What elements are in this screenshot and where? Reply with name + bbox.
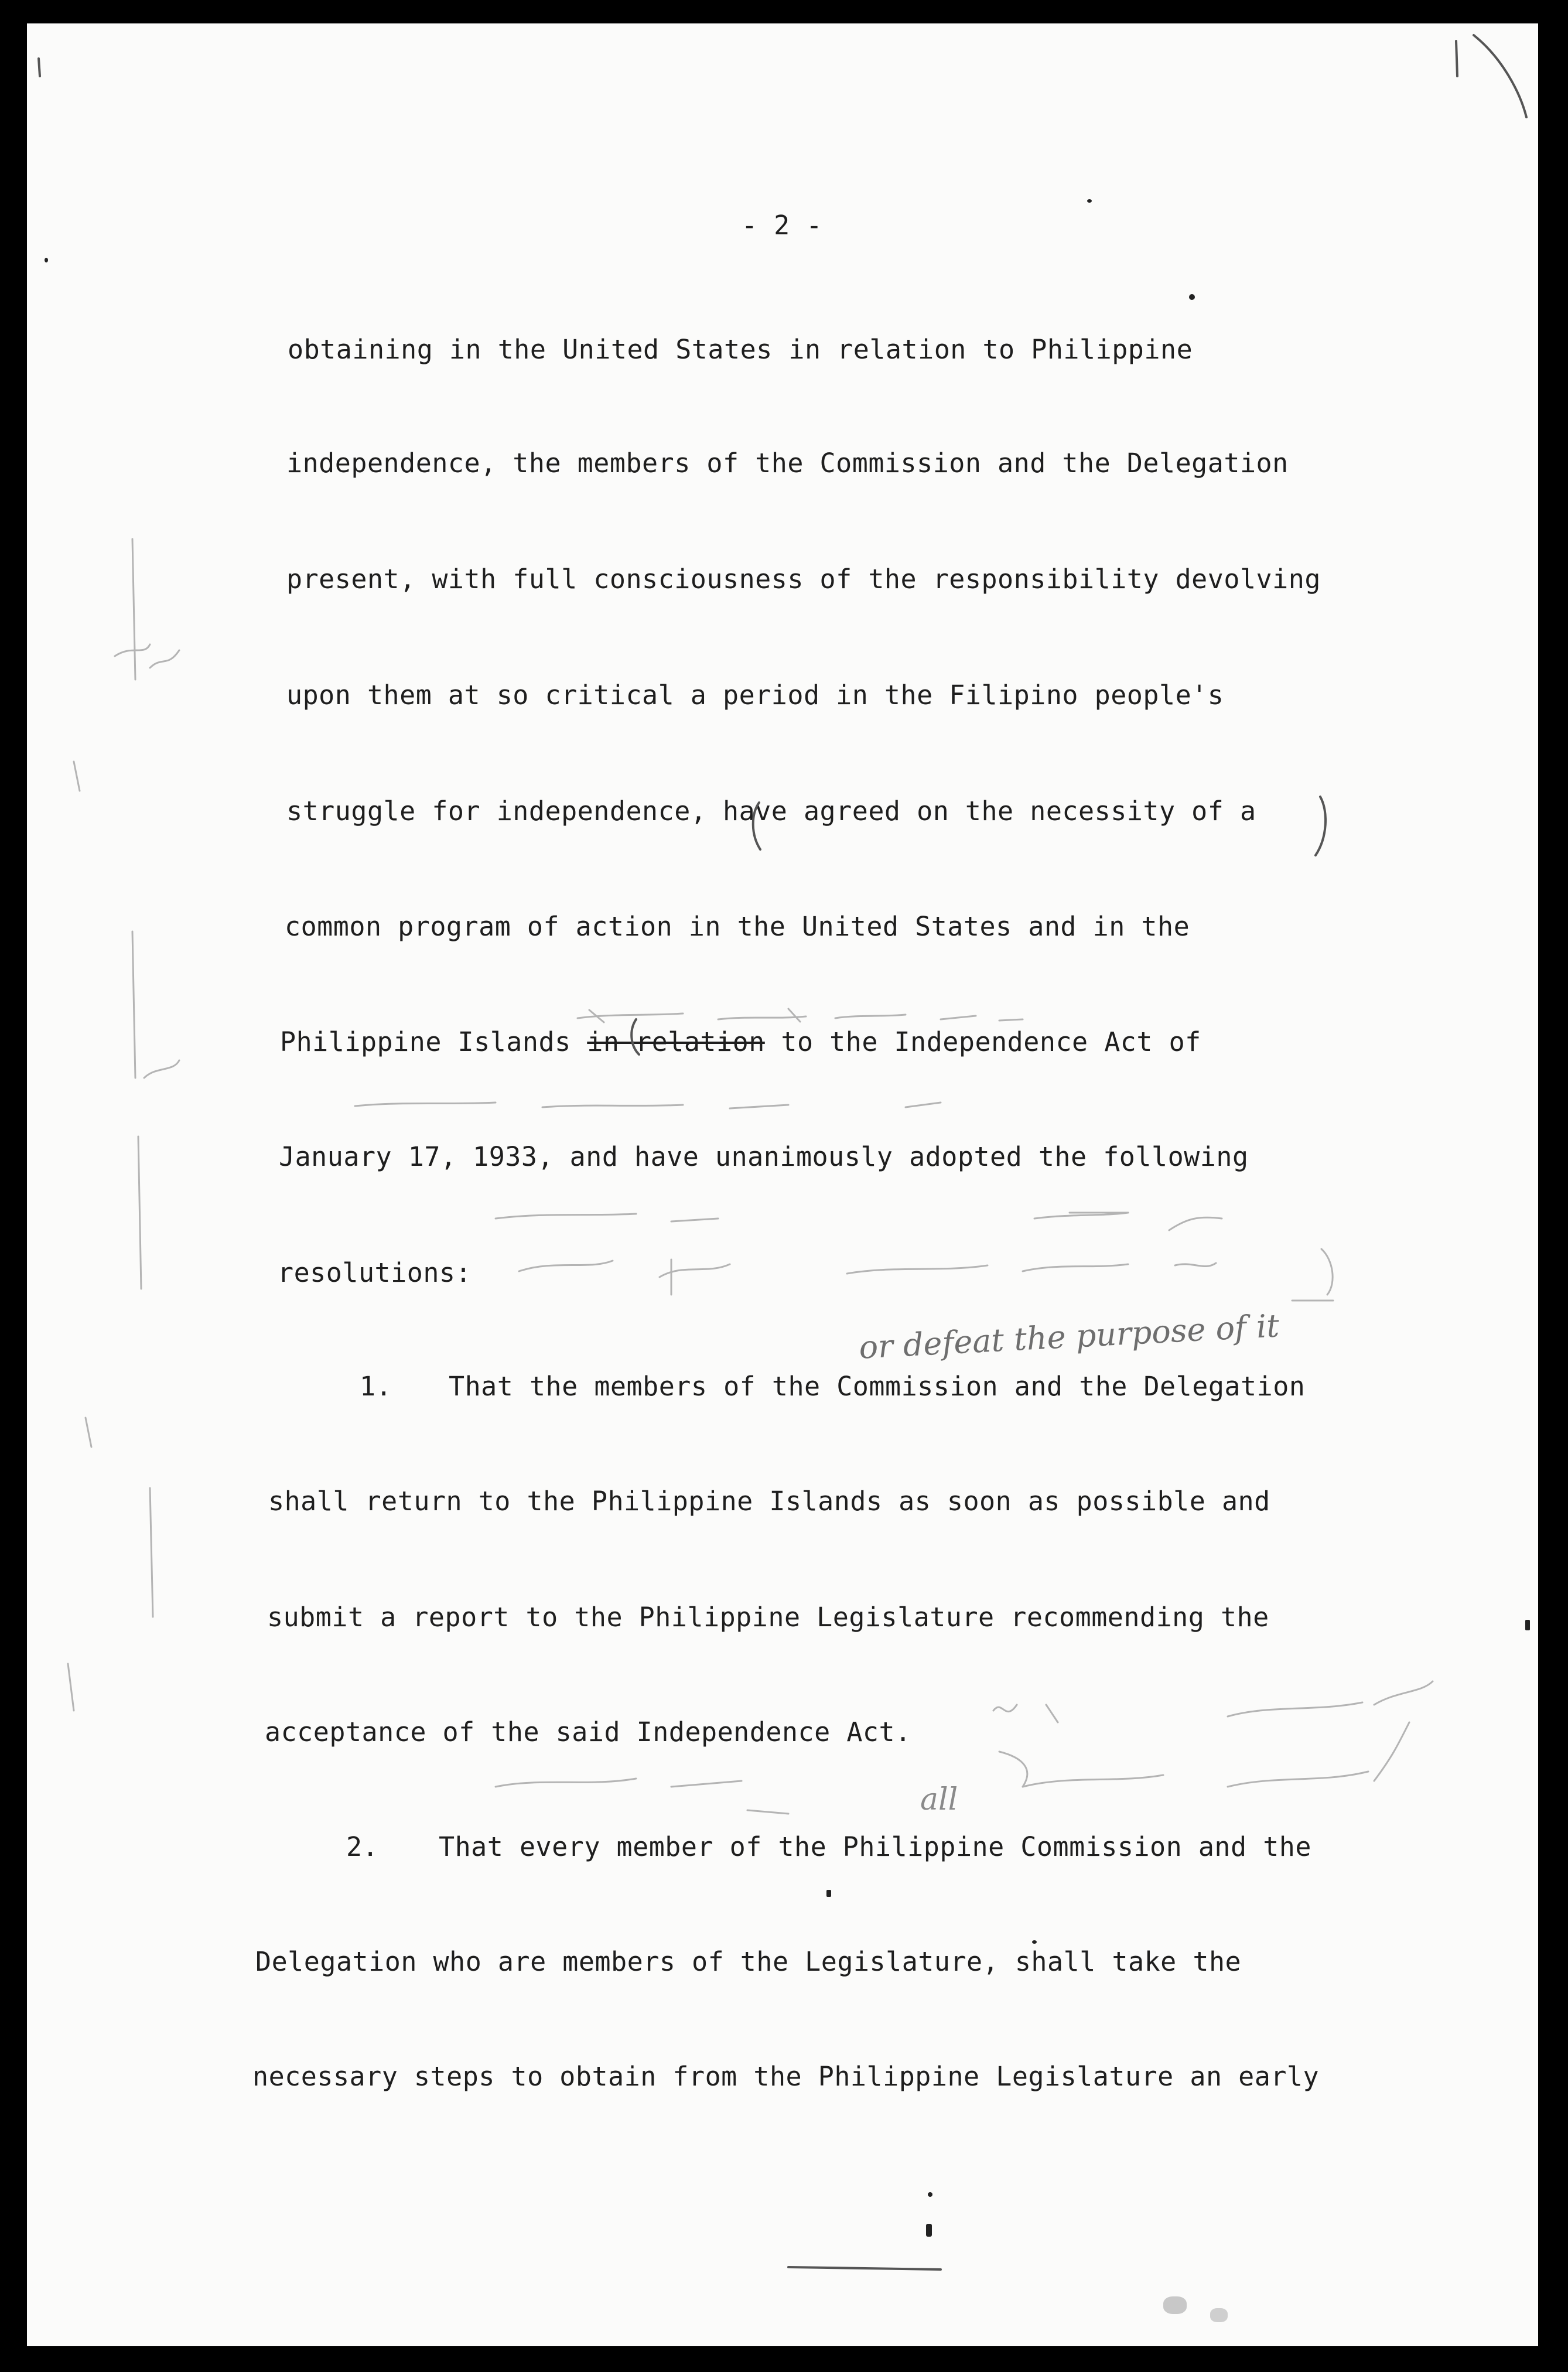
- body-line-text: to the Independence Act of: [764, 1026, 1201, 1057]
- scan-speck: [1189, 294, 1195, 300]
- item-line: necessary steps to obtain from the Philippine Legislature an early: [252, 2061, 1320, 2092]
- handwritten-word: all: [920, 1782, 958, 1817]
- scan-speck: [1087, 199, 1092, 203]
- body-line: upon them at so critical a period in the Filipino people's: [286, 680, 1224, 711]
- scan-speck: [1163, 2296, 1187, 2314]
- scan-speck: [1210, 2308, 1228, 2322]
- body-line-text: Philippine Islands: [280, 1026, 587, 1057]
- document-page: [27, 23, 1538, 2346]
- scan-speck: [1525, 1620, 1530, 1630]
- body-line: present, with full consciousness of the responsibility devolving: [286, 564, 1321, 595]
- scan-speck: [1032, 1940, 1037, 1944]
- item-line: Delegation who are members of the Legislature, shall take the: [255, 1946, 1242, 1977]
- body-line: independence, the members of the Commission and the Delegation: [286, 448, 1289, 479]
- item-number: 2.: [346, 1831, 379, 1862]
- body-line: struggle for independence, have agreed on the necessity of a: [286, 796, 1256, 827]
- handwriting-strokes: [27, 23, 1538, 2346]
- struck-text: in relation: [587, 1026, 765, 1057]
- item-number: 1.: [360, 1371, 392, 1402]
- body-line: common program of action in the United States and in the: [285, 911, 1190, 942]
- body-line: January 17, 1933, and have unanimously adopted the following: [279, 1141, 1249, 1172]
- page-number: - 2 -: [742, 210, 822, 241]
- item-line: That every member of the Philippine Commission and the: [439, 1831, 1311, 1862]
- item-line: shall return to the Philippine Islands as soon as possible and: [268, 1486, 1270, 1517]
- scan-speck: [926, 2224, 932, 2237]
- handwritten-margin-note: or defeat the purpose of it: [858, 1307, 1280, 1366]
- body-line: resolutions:: [278, 1257, 472, 1288]
- body-line: obtaining in the United States in relation to Philippine: [288, 334, 1193, 365]
- item-line: submit a report to the Philippine Legislature recommending the: [267, 1602, 1269, 1633]
- scan-speck: [826, 1890, 831, 1897]
- scan-speck: [45, 258, 48, 262]
- scan-speck: [928, 2192, 932, 2197]
- item-line: That the members of the Commission and the Delegation: [449, 1371, 1306, 1402]
- item-line: acceptance of the said Independence Act.: [265, 1716, 911, 1748]
